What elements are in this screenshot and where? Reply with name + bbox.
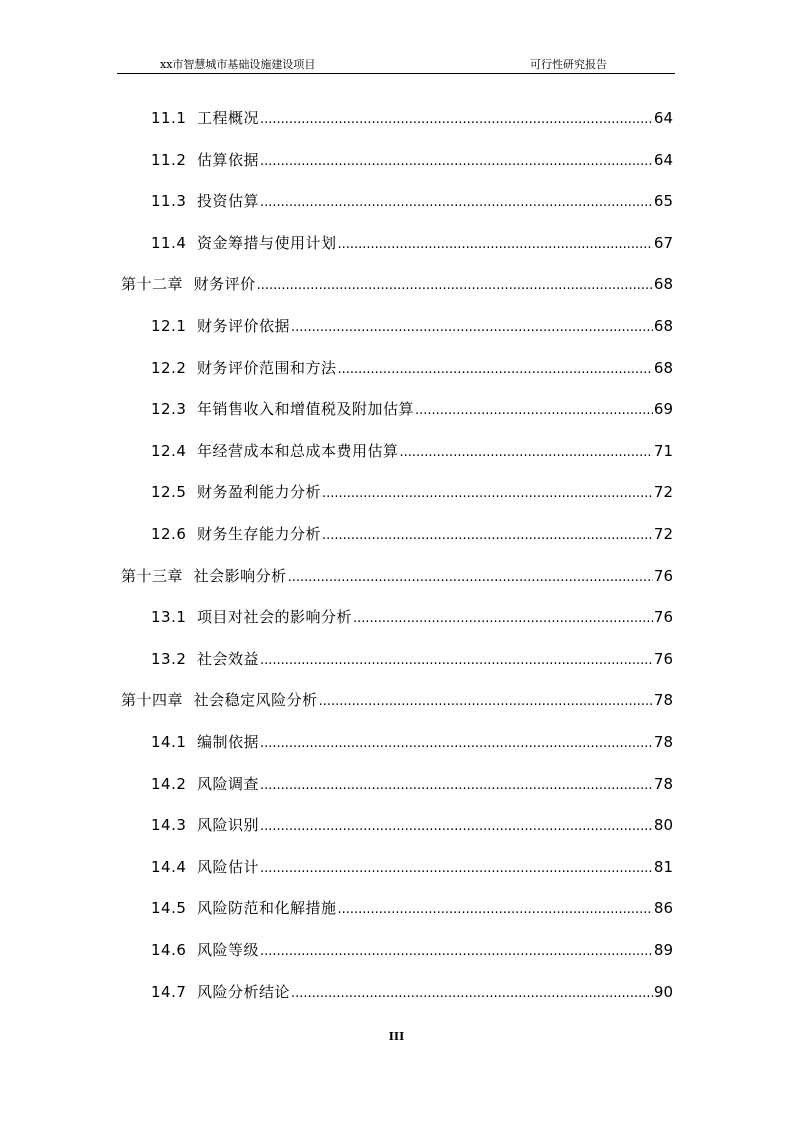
toc-leader-dots: [337, 358, 652, 382]
toc-entry-label: 风险估计: [196, 858, 259, 876]
toc-entry-title: [151, 938, 259, 962]
toc-entry[interactable]: [121, 272, 673, 296]
toc-entry-title: [151, 439, 398, 463]
toc-leader-dots: [260, 940, 653, 964]
toc-leader-dots: [415, 399, 653, 423]
toc-entry[interactable]: [151, 980, 673, 1004]
toc-entry-label: 资金筹措与使用计划: [196, 234, 337, 252]
page-header: [160, 58, 660, 72]
toc-page-number: 67: [653, 234, 673, 252]
toc-entry-number: 14.5: [151, 899, 187, 917]
toc-entry-label: 年销售收入和增值税及附加估算: [196, 400, 414, 418]
toc-entry[interactable]: [121, 564, 673, 588]
toc-entry-number: 11.1: [151, 109, 187, 127]
toc-entry[interactable]: [151, 231, 673, 255]
toc-page-number: 78: [653, 775, 673, 793]
toc-entry-number: 11.3: [151, 192, 187, 210]
toc-entry-label: 估算依据: [196, 151, 259, 169]
header-rule: [117, 73, 675, 74]
toc-entry-label: 社会效益: [196, 650, 259, 668]
toc-entry[interactable]: [151, 189, 673, 213]
toc-entry-title: [121, 688, 318, 712]
toc-entry-title: [151, 189, 259, 213]
toc-leader-dots: [319, 690, 653, 714]
toc-entry-title: [151, 855, 259, 879]
toc-entry-title: [151, 896, 336, 920]
toc-entry[interactable]: [151, 730, 673, 754]
toc-entry-number: 第十三章: [121, 567, 184, 585]
toc-leader-dots: [399, 441, 652, 465]
toc-leader-dots: [260, 732, 653, 756]
toc-entry[interactable]: [151, 896, 673, 920]
toc-entry-number: 14.7: [151, 983, 187, 1001]
toc-leader-dots: [257, 274, 653, 298]
toc-entry-label: 风险等级: [196, 941, 259, 959]
toc-leader-dots: [260, 815, 653, 839]
toc-page-number: 64: [653, 151, 673, 169]
toc-entry[interactable]: [151, 772, 673, 796]
toc-entry[interactable]: [151, 647, 673, 671]
toc-entry-title: [151, 148, 259, 172]
toc-page-number: 69: [653, 400, 673, 418]
toc-page-number: 68: [653, 275, 673, 293]
toc-entry-number: 第十四章: [121, 691, 184, 709]
toc-entry-title: [151, 647, 259, 671]
toc-entry-number: 14.6: [151, 941, 187, 959]
toc-page-number: 64: [653, 109, 673, 127]
toc-entry[interactable]: [151, 106, 673, 130]
toc-entry-title: [151, 314, 290, 338]
toc-leader-dots: [337, 233, 652, 257]
toc-leader-dots: [260, 857, 653, 881]
toc-entry-title: [151, 522, 321, 546]
toc-page-number: 76: [653, 650, 673, 668]
toc-entry-title: [121, 564, 287, 588]
toc-entry[interactable]: [151, 813, 673, 837]
toc-entry-title: [121, 272, 256, 296]
toc-page-number: 71: [653, 442, 673, 460]
toc-entry-number: 13.2: [151, 650, 187, 668]
toc-page-number: 68: [653, 359, 673, 377]
toc-page-number: 81: [653, 858, 673, 876]
toc-entry-title: [151, 480, 321, 504]
toc-entry-number: 14.4: [151, 858, 187, 876]
toc-entry-title: [151, 356, 336, 380]
toc-entry-number: 14.2: [151, 775, 187, 793]
toc-page-number: 72: [653, 483, 673, 501]
toc-leader-dots: [260, 150, 653, 174]
toc-entry-label: 社会影响分析: [193, 567, 287, 585]
page-number: III: [388, 1030, 405, 1043]
toc-page-number: 65: [653, 192, 673, 210]
toc-leader-dots: [337, 898, 652, 922]
toc-entry-label: 财务生存能力分析: [196, 525, 321, 543]
toc-page-number: 76: [653, 608, 673, 626]
toc-entry-number: 12.5: [151, 483, 187, 501]
toc-leader-dots: [260, 191, 653, 215]
toc-entry-number: 11.4: [151, 234, 187, 252]
toc-entry-label: 财务评价: [193, 275, 256, 293]
toc-leader-dots: [260, 774, 653, 798]
toc-entry-label: 编制依据: [196, 733, 259, 751]
toc-page-number: 76: [653, 567, 673, 585]
toc-page-number: 78: [653, 691, 673, 709]
toc-entry-label: 财务盈利能力分析: [196, 483, 321, 501]
toc-leader-dots: [322, 482, 653, 506]
toc-entry-label: 工程概况: [196, 109, 259, 127]
toc-entry-label: 风险防范和化解措施: [196, 899, 337, 917]
toc-entry-number: 11.2: [151, 151, 187, 169]
toc-entry-number: 13.1: [151, 608, 187, 626]
toc-entry[interactable]: [151, 397, 673, 421]
toc-leader-dots: [291, 982, 653, 1006]
toc-entry[interactable]: [151, 855, 673, 879]
header-project-title: xx市智慧城市基础设施建设项目: [160, 58, 316, 71]
toc-entry[interactable]: [151, 938, 673, 962]
toc-entry[interactable]: [151, 314, 673, 338]
toc-entry-number: 12.4: [151, 442, 187, 460]
toc-entry[interactable]: [151, 522, 673, 546]
toc-page-number: 72: [653, 525, 673, 543]
header-report-type: 可行性研究报告: [530, 58, 607, 71]
toc-leader-dots: [322, 524, 653, 548]
toc-entry-label: 年经营成本和总成本费用估算: [196, 442, 399, 460]
toc-page-number: 78: [653, 733, 673, 751]
toc-entry-title: [151, 231, 336, 255]
toc-entry-label: 风险分析结论: [196, 983, 290, 1001]
toc-page-number: 89: [653, 941, 673, 959]
toc-page-number: 90: [653, 983, 673, 1001]
toc-entry[interactable]: [151, 480, 673, 504]
toc-entry-title: [151, 397, 414, 421]
toc-entry-number: 第十二章: [121, 275, 184, 293]
toc-entry-number: 12.6: [151, 525, 187, 543]
toc-entry-label: 项目对社会的影响分析: [196, 608, 352, 626]
toc-leader-dots: [260, 108, 653, 132]
toc-entry-label: 财务评价依据: [196, 317, 290, 335]
toc-page-number: 80: [653, 816, 673, 834]
toc-leader-dots: [291, 316, 653, 340]
toc-entry-number: 12.2: [151, 359, 187, 377]
toc-entry-number: 12.3: [151, 400, 187, 418]
toc-entry-title: [151, 772, 259, 796]
toc-entry[interactable]: [151, 605, 673, 629]
toc-entry-title: [151, 106, 259, 130]
toc-entry-title: [151, 730, 259, 754]
toc-entry-number: 14.3: [151, 816, 187, 834]
toc-leader-dots: [260, 649, 653, 673]
toc-entry-label: 财务评价范围和方法: [196, 359, 337, 377]
toc-entry-number: 14.1: [151, 733, 187, 751]
toc-entry-title: [151, 605, 352, 629]
toc-entry-title: [151, 813, 259, 837]
toc-entry[interactable]: [151, 148, 673, 172]
toc-entry-number: 12.1: [151, 317, 187, 335]
toc-entry[interactable]: [121, 688, 673, 712]
toc-leader-dots: [353, 607, 653, 631]
toc-entry-label: 社会稳定风险分析: [193, 691, 318, 709]
toc-page-number: 86: [653, 899, 673, 917]
toc-leader-dots: [288, 566, 653, 590]
toc-entry[interactable]: [151, 356, 673, 380]
toc-entry-label: 风险识别: [196, 816, 259, 834]
toc-entry-label: 投资估算: [196, 192, 259, 210]
toc-entry-label: 风险调查: [196, 775, 259, 793]
toc-entry[interactable]: [151, 439, 673, 463]
toc-page-number: 68: [653, 317, 673, 335]
toc-entry-title: [151, 980, 290, 1004]
